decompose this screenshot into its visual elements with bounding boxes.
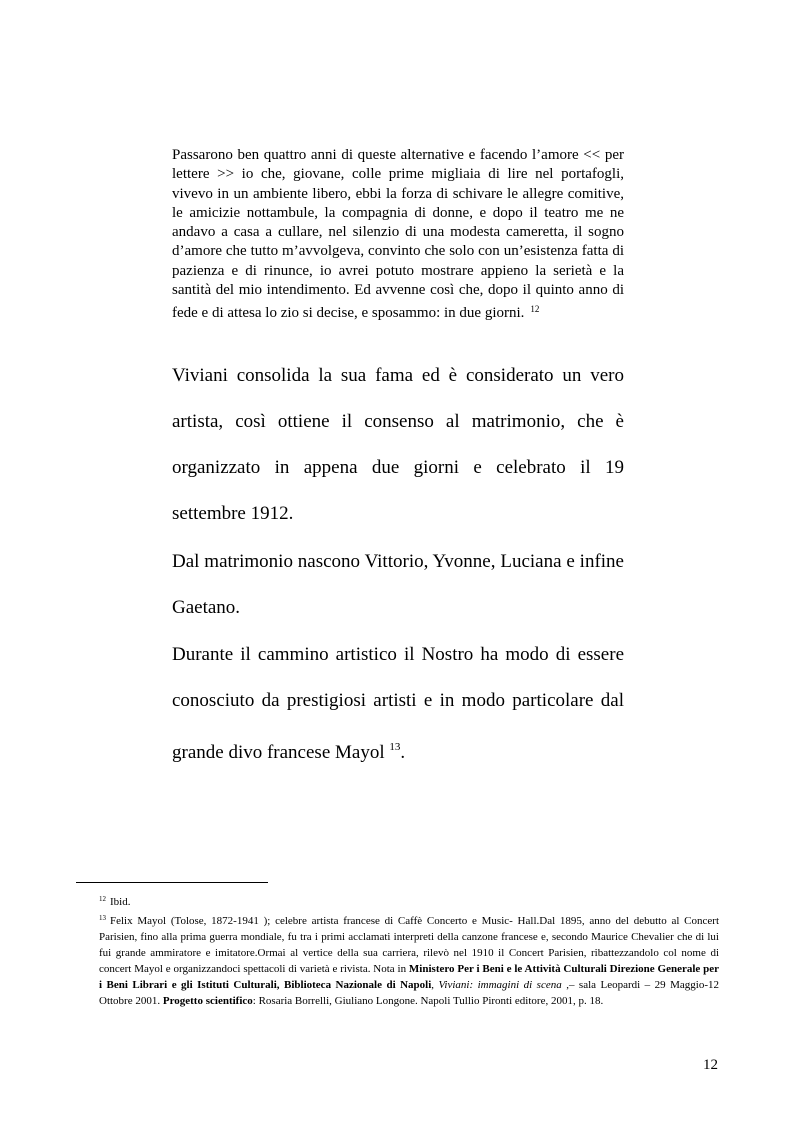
footnote-separator [76, 882, 268, 883]
paragraph-mayol-text: Durante il cammino artistico il Nostro ha modo di essere conosciuto da prestigiosi artisti e in modo particolare dal grande divo francese Mayol [172, 644, 624, 763]
footnote-13 [99, 910, 719, 1009]
footnote-13-bold-ministry: Ministero Per i Beni e le Attività Culturali Direzione Generale per i Beni Librari e gli Istituti Culturali, Biblioteca Nazionale di Napoli [99, 963, 719, 991]
footnote-12 [99, 891, 719, 910]
footnote-13-text-4: : Rosaria Borrelli, Giuliano Longone. Napoli Tullio Pironti editore, 2001, p. 18. [252, 995, 604, 1007]
footnote-13-bold-project: Progetto scientifico [162, 995, 253, 1007]
paragraph-children: Dal matrimonio nascono Vittorio, Yvonne, Luciana e infine Gaetano. [172, 551, 624, 618]
footnote-12-number: 12 [99, 895, 106, 903]
quote-footnote-ref[interactable]: 12 [530, 304, 540, 315]
footnote-13-text-2: , [431, 979, 439, 991]
footnote-13-number: 13 [99, 914, 106, 922]
quote-text: Passarono ben quattro anni di queste alternative e facendo l’amore << per lettere >> io che, giovane, colle prime migliaia di lire nel portafogli, vivevo in un ambiente libero, ebbi la forza di schivare le allegre comitive, le amicizie nottambule, la compagnia di donne, e dopo il teatro me ne andavo a casa a cullare, nel silenzio di una modesta cameretta, il sogno d’amore che tutto m’avvolgeva, convinto che solo con un’esistenza fatta di pazienza e di rinunce, io avrei potuto mostrare appieno la serietà e la santità del mio intendimento. Ed avvenne così che, dopo il quinto anno di fede e di attesa lo zio si decise, e sposammo: in due giorni. [172, 147, 624, 322]
footnote-13-italic-title: Viviani: immagini di scena [438, 979, 567, 991]
footnote-12-text: Ibid. [110, 896, 131, 908]
page-number: 12 [703, 1057, 718, 1073]
footnote-13-text-1: Felix Mayol (Tolose, 1872-1941 ); celebre artista francese di Caffè Concerto e Music- Hall.Dal 1895, anno del debutto al Concert Parisien, fino alla prima guerra mondiale, fu tra i primi acclamati interpreti della canzone francese e, secondo Maurice Chevalier che di lui fui grande ammiratore e imitatore.Ormai al vertice della sua carriera, rilevò nel 1910 il Concert Parisien, ribattezzandolo col nome di concert Mayol e organizzandoci spettacoli di varietà e rivista. Nota in [99, 915, 719, 975]
paragraph-mayol-end: . [400, 742, 406, 763]
footnote-ref-13[interactable]: 13 [389, 741, 401, 753]
block-quote [172, 146, 624, 324]
paragraph-marriage: Viviani consolida la sua fama ed è considerato un vero artista, così ottiene il consenso al matrimonio, che è organizzato in appena due giorni e celebrato il 19 settembre 1912. [172, 365, 624, 524]
paragraph-mayol [172, 632, 624, 776]
footnote-13-text-3: ,– sala Leopardi – 29 Maggio-12 Ottobre 2001. [99, 979, 719, 1007]
